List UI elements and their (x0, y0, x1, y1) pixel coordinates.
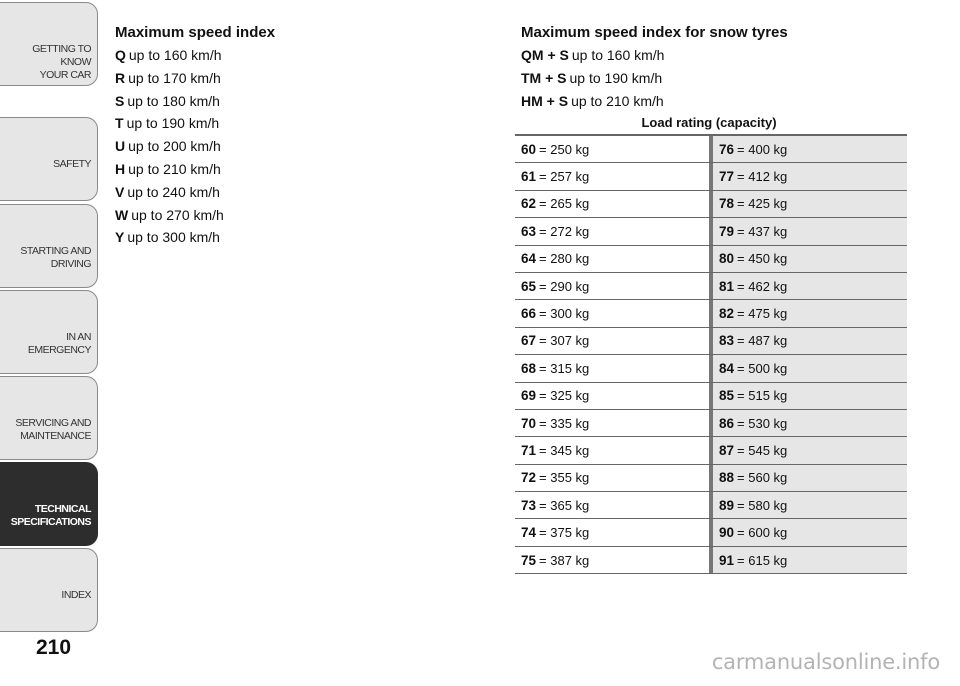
table-row (515, 492, 907, 519)
table-cell (713, 218, 907, 244)
tab-getting-to-know-your-car[interactable]: GETTING TO KNOW YOUR CAR (0, 2, 98, 86)
table-cell (515, 410, 713, 436)
load-code: 67 (521, 333, 537, 349)
load-code: 80 (719, 251, 735, 267)
index-code: T (115, 115, 124, 132)
load-code: 68 (521, 360, 537, 376)
load-value: = 300 kg (539, 306, 590, 322)
speed-index-section (115, 22, 415, 249)
table-row (515, 465, 907, 492)
load-code: 65 (521, 278, 537, 294)
table-cell (713, 465, 907, 491)
load-value: = 365 kg (539, 497, 590, 513)
load-code: 91 (719, 552, 735, 568)
table-cell (713, 437, 907, 463)
load-value: = 412 kg (737, 169, 788, 185)
load-value: = 250 kg (539, 141, 590, 157)
index-speed: up to 300 km/h (127, 229, 220, 246)
load-value: = 487 kg (737, 333, 788, 349)
table-row (515, 383, 907, 410)
speed-index-item (115, 158, 415, 181)
table-cell (515, 547, 713, 573)
table-row (515, 519, 907, 546)
load-value: = 600 kg (737, 525, 788, 541)
index-speed: up to 200 km/h (128, 138, 221, 155)
index-code: Q (115, 47, 126, 63)
speed-index-item (115, 90, 415, 113)
table-row (515, 191, 907, 218)
table-cell (515, 328, 713, 354)
index-speed: up to 190 km/h (126, 115, 220, 132)
load-code: 86 (719, 415, 735, 431)
speed-index-item (115, 226, 415, 249)
tab-safety[interactable]: SAFETY (0, 117, 98, 201)
tab-servicing-and-maintenance[interactable]: SERVICING AND MAINTENANCE (0, 376, 98, 460)
index-code: R (115, 69, 126, 86)
load-code: 83 (719, 333, 735, 349)
tab-in-an-emergency[interactable]: IN AN EMERGENCY (0, 290, 98, 374)
index-speed: up to 180 km/h (127, 92, 220, 109)
load-value: = 580 kg (737, 497, 788, 513)
load-value: = 475 kg (737, 306, 788, 322)
index-speed: up to 160 km/h (128, 47, 222, 63)
load-value: = 345 kg (539, 443, 590, 458)
load-code: 76 (719, 141, 735, 157)
index-code: TM + S (521, 69, 567, 86)
load-code: 81 (719, 278, 735, 294)
load-code: 72 (521, 470, 537, 486)
table-row (515, 437, 907, 464)
table-cell (713, 246, 907, 272)
speed-index-title: Maximum speed index (115, 24, 276, 41)
table-cell (515, 355, 713, 381)
index-speed: up to 210 km/h (128, 160, 221, 177)
load-value: = 425 kg (737, 196, 788, 212)
table-cell (515, 300, 713, 326)
load-code: 69 (521, 388, 537, 404)
index-speed: up to 190 km/h (569, 69, 663, 86)
load-value: = 375 kg (539, 525, 590, 541)
table-cell (515, 218, 713, 244)
table-cell (515, 191, 713, 217)
snow-speed-index-section (521, 22, 911, 130)
table-cell (713, 383, 907, 409)
load-code: 90 (719, 525, 735, 541)
table-cell (713, 492, 907, 518)
snow-speed-index-item (521, 44, 911, 67)
load-value: = 265 kg (539, 196, 590, 212)
load-value: = 290 kg (539, 278, 590, 294)
speed-index-item (115, 67, 415, 90)
table-row (515, 410, 907, 437)
load-value: = 615 kg (737, 552, 788, 568)
index-code: HM + S (521, 92, 569, 109)
speed-index-item (115, 112, 415, 135)
table-cell (713, 191, 907, 217)
load-code: 66 (521, 306, 537, 322)
load-code: 71 (521, 443, 537, 458)
load-value: = 272 kg (539, 223, 590, 239)
tab-technical-specifications[interactable]: TECHNICAL SPECIFICATIONS (0, 462, 98, 546)
load-value: = 530 kg (737, 415, 788, 431)
load-rating-table (515, 134, 907, 574)
load-code: 87 (719, 443, 735, 458)
load-value: = 355 kg (539, 470, 590, 486)
load-code: 64 (521, 251, 537, 267)
load-code: 85 (719, 388, 735, 404)
load-code: 61 (521, 169, 537, 185)
speed-index-item (115, 181, 415, 204)
table-cell (515, 246, 713, 272)
page-number: 210 (36, 636, 72, 659)
load-value: = 257 kg (539, 169, 590, 185)
load-value: = 500 kg (737, 360, 788, 376)
load-code: 60 (521, 141, 537, 157)
speed-index-item (115, 135, 415, 158)
index-speed: up to 270 km/h (131, 206, 224, 223)
index-code: V (115, 183, 125, 200)
speed-index-list (115, 44, 415, 249)
load-value: = 307 kg (539, 333, 590, 349)
table-cell (515, 383, 713, 409)
load-value: = 325 kg (539, 388, 590, 404)
index-speed: up to 170 km/h (128, 69, 221, 86)
load-code: 89 (719, 497, 735, 513)
table-row (515, 163, 907, 190)
table-cell (515, 437, 713, 463)
table-cell (515, 492, 713, 518)
index-code: H (115, 160, 126, 177)
load-code: 79 (719, 223, 735, 239)
tab-index[interactable]: INDEX (0, 548, 98, 632)
tab-starting-and-driving[interactable]: STARTING AND DRIVING (0, 204, 98, 288)
load-rating-title: Load rating (capacity) (641, 115, 777, 131)
snow-speed-index-item (521, 90, 911, 113)
table-cell (713, 410, 907, 436)
load-value: = 437 kg (737, 223, 788, 239)
load-value: = 387 kg (539, 552, 590, 568)
snow-speed-index-item (521, 67, 911, 90)
load-code: 70 (521, 415, 537, 431)
table-cell (713, 136, 907, 162)
snow-speed-index-title: Maximum speed index for snow tyres (521, 24, 788, 41)
load-code: 82 (719, 306, 735, 322)
table-cell (713, 355, 907, 381)
index-code: U (115, 138, 126, 155)
load-code: 84 (719, 360, 735, 376)
table-cell (713, 163, 907, 189)
index-speed: up to 160 km/h (571, 47, 665, 63)
table-cell (713, 273, 907, 299)
table-row (515, 246, 907, 273)
speed-index-item (115, 204, 415, 227)
load-value: = 315 kg (539, 360, 590, 376)
table-cell (713, 300, 907, 326)
table-row (515, 218, 907, 245)
load-value: = 400 kg (737, 141, 788, 157)
load-value: = 515 kg (737, 388, 788, 404)
table-cell (515, 273, 713, 299)
load-value: = 450 kg (737, 251, 788, 267)
table-cell (713, 547, 907, 573)
load-value: = 545 kg (737, 443, 788, 458)
speed-index-item (115, 44, 415, 67)
table-row (515, 300, 907, 327)
table-cell (515, 519, 713, 545)
load-code: 63 (521, 223, 537, 239)
index-code: QM + S (521, 47, 569, 63)
load-value: = 335 kg (539, 415, 590, 431)
table-row (515, 547, 907, 574)
table-row (515, 328, 907, 355)
load-value: = 462 kg (737, 278, 788, 294)
load-code: 88 (719, 470, 735, 486)
load-value: = 560 kg (737, 470, 788, 486)
index-code: W (115, 206, 129, 223)
table-cell (713, 519, 907, 545)
load-code: 73 (521, 497, 537, 513)
table-cell (515, 465, 713, 491)
table-cell (713, 328, 907, 354)
index-speed: up to 210 km/h (571, 92, 664, 109)
index-code: Y (115, 229, 125, 246)
index-code: S (115, 92, 125, 109)
table-cell (515, 163, 713, 189)
table-row (515, 136, 907, 163)
watermark: carmanualsonline.info (711, 650, 940, 674)
table-row (515, 355, 907, 382)
load-code: 75 (521, 552, 537, 568)
snow-speed-index-list (521, 44, 911, 112)
index-speed: up to 240 km/h (127, 183, 220, 200)
load-code: 74 (521, 525, 537, 541)
chapter-sidebar (0, 0, 100, 640)
table-row (515, 273, 907, 300)
table-cell (515, 136, 713, 162)
load-value: = 280 kg (539, 251, 590, 267)
load-code: 62 (521, 196, 537, 212)
load-code: 78 (719, 196, 735, 212)
load-code: 77 (719, 169, 735, 185)
